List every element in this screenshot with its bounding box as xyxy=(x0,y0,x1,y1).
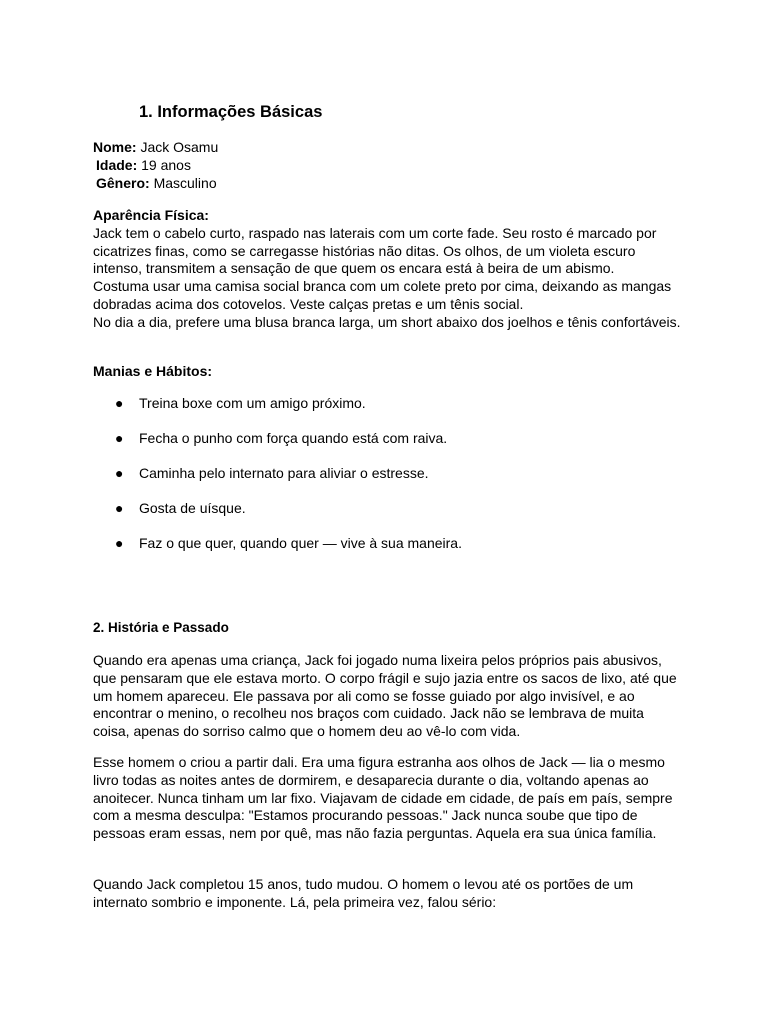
gender-value: Masculino xyxy=(149,174,217,191)
list-item xyxy=(93,465,683,500)
list-item xyxy=(93,500,683,535)
habit-text: Gosta de uísque. xyxy=(139,500,246,516)
appearance-block xyxy=(93,207,683,332)
name-value: Jack Osamu xyxy=(136,139,219,155)
bullet-icon: ● xyxy=(115,395,124,411)
habit-text: Treina boxe com um amigo próximo. xyxy=(139,395,366,411)
bullet-icon: ● xyxy=(115,465,124,481)
appearance-line-3: No dia a dia, prefere uma blusa branca larga, um short abaixo dos joelhos e tênis confortáveis. xyxy=(93,313,681,330)
history-paragraph-2: Esse homem o criou a partir dali. Era uma figura estranha aos olhos de Jack — lia o mesmo livro todas as noites antes de dormirem, e desaparecia durante o dia, voltando apenas ao anoitecer. Nunca tinham um lar fixo. Viajavam de cidade em cidade, de país em país, sempre com a mesma desculpa: "Estamos procurando pessoas." Jack nunca soube que tipo de pessoas eram essas, nem por quê, mas não fazia perguntas. Aquela era sua única família. xyxy=(93,754,673,842)
bullet-icon: ● xyxy=(115,430,124,446)
habits-list xyxy=(93,395,683,570)
appearance-label xyxy=(93,207,683,225)
list-item xyxy=(93,430,683,465)
habit-text: Caminha pelo internato para aliviar o estresse. xyxy=(139,465,429,481)
name-line xyxy=(93,139,683,157)
name-label: Nome: xyxy=(93,139,137,155)
age-line xyxy=(93,157,683,175)
habit-text: Fecha o punho com força quando está com raiva. xyxy=(139,430,448,446)
basic-info xyxy=(93,139,683,192)
bullet-icon: ● xyxy=(115,500,124,516)
habits-heading: Manias e Hábitos: xyxy=(93,363,213,379)
section-2-heading: 2. História e Passado xyxy=(93,620,229,635)
appearance-line-2: Costuma usar uma camisa social branca com um colete preto por cima, deixando as mangas dobradas acima dos cotovelos. Veste calças pretas e um tênis social. xyxy=(93,278,672,312)
gender-label: Gênero: xyxy=(96,174,150,191)
appearance-line-1: Jack tem o cabelo curto, raspado nas laterais com um corte fade. Seu rosto é marcado por cicatrizes finas, como se carregasse histórias não ditas. Os olhos, de um violeta escuro intenso, transmitem a sensação de que quem os encara está à beira de um abismo. xyxy=(93,224,657,277)
list-item xyxy=(93,395,683,430)
appearance-label-text: Aparência Física: xyxy=(93,207,209,223)
history-paragraph-1: Quando era apenas uma criança, Jack foi jogado numa lixeira pelos próprios pais abusivos, que pensaram que ele estava morto. O corpo frágil e sujo jazia entre os sacos de lixo, até que um homem apareceu. Ele passava por ali como se fosse guiado por algo invisível, e ao encontrar o menino, o recolheu nos braços com cuidado. Jack não se lembrava de muita coisa, apenas do sorriso calmo que o homem deu ao vê-lo com vida. xyxy=(93,652,677,740)
gender-line xyxy=(93,175,683,193)
age-value: 19 anos xyxy=(137,156,191,173)
list-item xyxy=(93,535,683,570)
section-1-heading: 1. Informações Básicas xyxy=(139,103,323,121)
bullet-icon: ● xyxy=(115,535,124,551)
habit-text: Faz o que quer, quando quer — vive à sua maneira. xyxy=(139,535,462,551)
age-label: Idade: xyxy=(96,156,138,173)
history-paragraph-3: Quando Jack completou 15 anos, tudo mudou. O homem o levou até os portões de um internato sombrio e imponente. Lá, pela primeira vez, falou sério: xyxy=(93,876,634,910)
